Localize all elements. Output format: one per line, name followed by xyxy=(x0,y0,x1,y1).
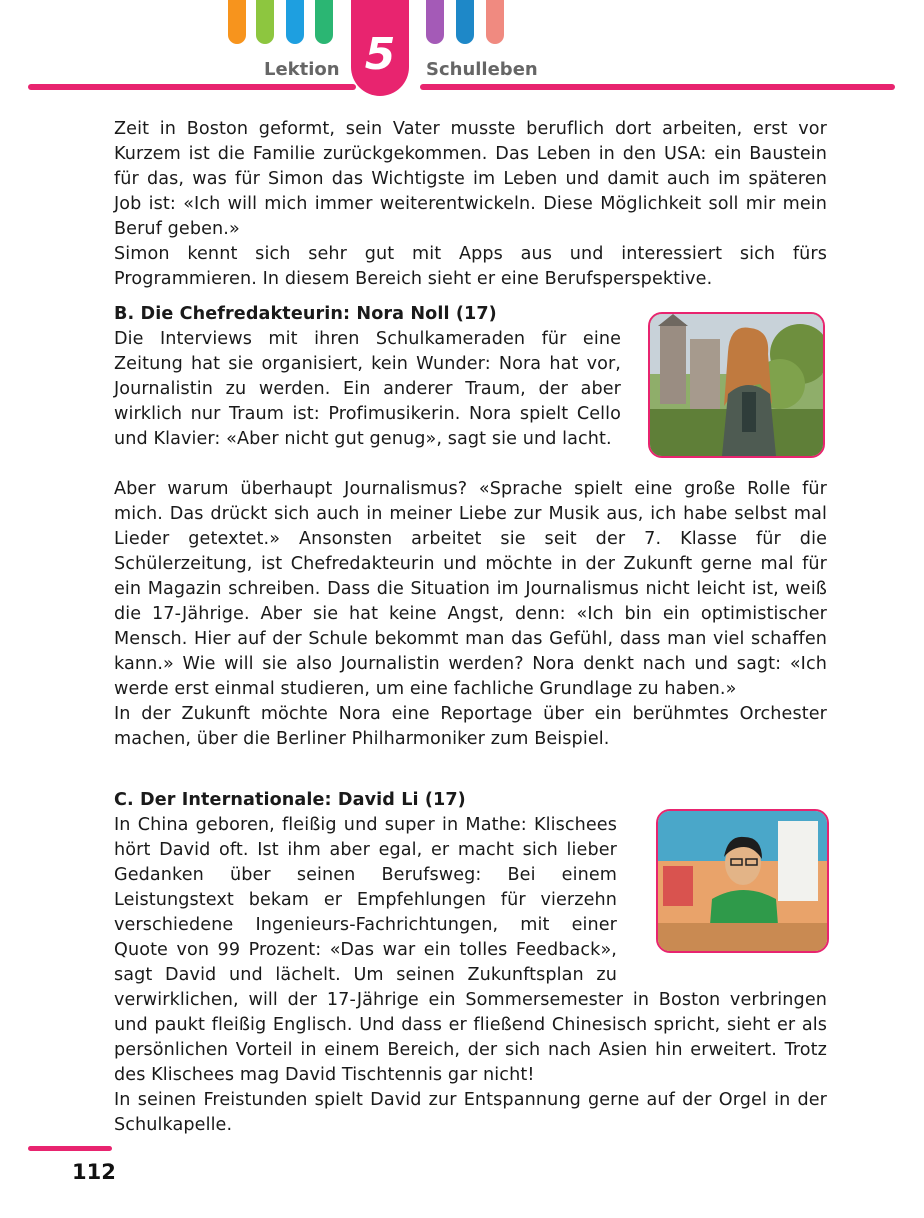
section-heading: B. Die Chefredakteurin: Nora Noll (17) xyxy=(114,304,497,324)
intro-text xyxy=(114,117,827,292)
section-b-wrap-text xyxy=(114,327,621,452)
paragraph: Zeit in Boston geformt, sein Vater musste beruflich dort arbeiten, erst vor Kurzem ist die Familie zurückgekommen. Das Leben in den USA: ein Baustein für das, was für Simon das Wichtigste im Leben und damit auch im späteren Job ist: «Ich will mich immer weiterentwickeln. Diese Möglichkeit soll mir mein Beruf geben.» xyxy=(114,119,827,239)
footer-rule xyxy=(28,1146,112,1151)
color-tab xyxy=(228,0,246,44)
paragraph: Die Interviews mit ihren Schulkameraden für eine Zeitung hat sie organisiert, kein Wunder: Nora hat vor, Journalistin zu werden. Ein anderer Traum, der aber wirklich nur Traum ist: Profimusikerin. Nora spielt Cello und Klavier: «Aber nicht gut genug», sagt sie und lacht. xyxy=(114,329,621,449)
color-tab xyxy=(256,0,274,44)
paragraph: In China geboren, fleißig und super in Mathe: Klischees hört David oft. Ist ihm aber egal, er macht sich lieber Gedanken über seinen Berufsweg: Bei einem Leistungstext bekam er Empfehlungen für vierzehn verschiedene Ingenieurs-Fachrichtungen, mit einer Quote von 99 Prozent: «Das war ein tolles Feedback», sagt David und lächelt. Um seinen Zukunftsplan zu verwirklichen, will der 17-Jährige ein Sommersemester in Boston verbringen und paukt fleißig Englisch. Und dass er fließend Chinesisch spricht, sieht er als persönlichen Vorteil in einem Bereich, der sich nach Asien hin erweitert. Trotz des Klischees mag David Tischtennis gar nicht! xyxy=(114,815,827,1085)
paragraph: Aber warum überhaupt Journalismus? «Sprache spielt eine große Rolle für mich. Das drückt sich auch in meiner Liebe zur Musik aus, ich habe selbst mal Lieder getextet.» Ansonsten arbeitet sie seit der 7. Klasse für die Schülerzeitung, ist Chefredakteurin und möchte in der Zukunft gerne mal für ein Magazin schreiben. Dass die Situation im Journalismus nicht leicht ist, weiß die 17-Jährige. Aber sie hat keine Angst, denn: «Ich bin ein optimistischer Mensch. Hier auf der Schule bekommt man das Gefühl, dass man viel schaffen kann.» Wie will sie also Journalistin werden? Nora denkt nach und sagt: «Ich werde erst einmal studieren, um eine fachliche Grundlage zu haben.» xyxy=(114,479,827,699)
color-tab xyxy=(456,0,474,44)
portrait-image xyxy=(650,314,823,456)
color-tab xyxy=(286,0,304,44)
portrait-image xyxy=(658,811,827,951)
paragraph: In der Zukunft möchte Nora eine Reportage über ein berühmtes Orchester machen, über die Berliner Philharmoniker zum Beispiel. xyxy=(114,704,827,749)
header-rule-right xyxy=(420,84,895,90)
header-rule-left xyxy=(28,84,356,90)
nora-photo xyxy=(648,312,825,458)
color-tab xyxy=(486,0,504,44)
page-number: 112 xyxy=(72,1160,116,1184)
section-b-full-text xyxy=(114,477,827,752)
paragraph: In seinen Freistunden spielt David zur Entspannung gerne auf der Orgel in der Schulkapelle. xyxy=(114,1090,827,1135)
paragraph: Simon kennt sich sehr gut mit Apps aus und interessiert sich fürs Programmieren. In diesem Bereich sieht er eine Berufsperspektive. xyxy=(114,244,827,289)
color-tab xyxy=(426,0,444,44)
topic-label: Schulleben xyxy=(426,59,538,80)
color-tab xyxy=(315,0,333,44)
lesson-number-badge: 5 xyxy=(351,0,409,96)
david-photo xyxy=(656,809,829,953)
section-heading: C. Der Internationale: David Li (17) xyxy=(114,790,466,810)
lesson-label: Lektion xyxy=(264,59,340,80)
